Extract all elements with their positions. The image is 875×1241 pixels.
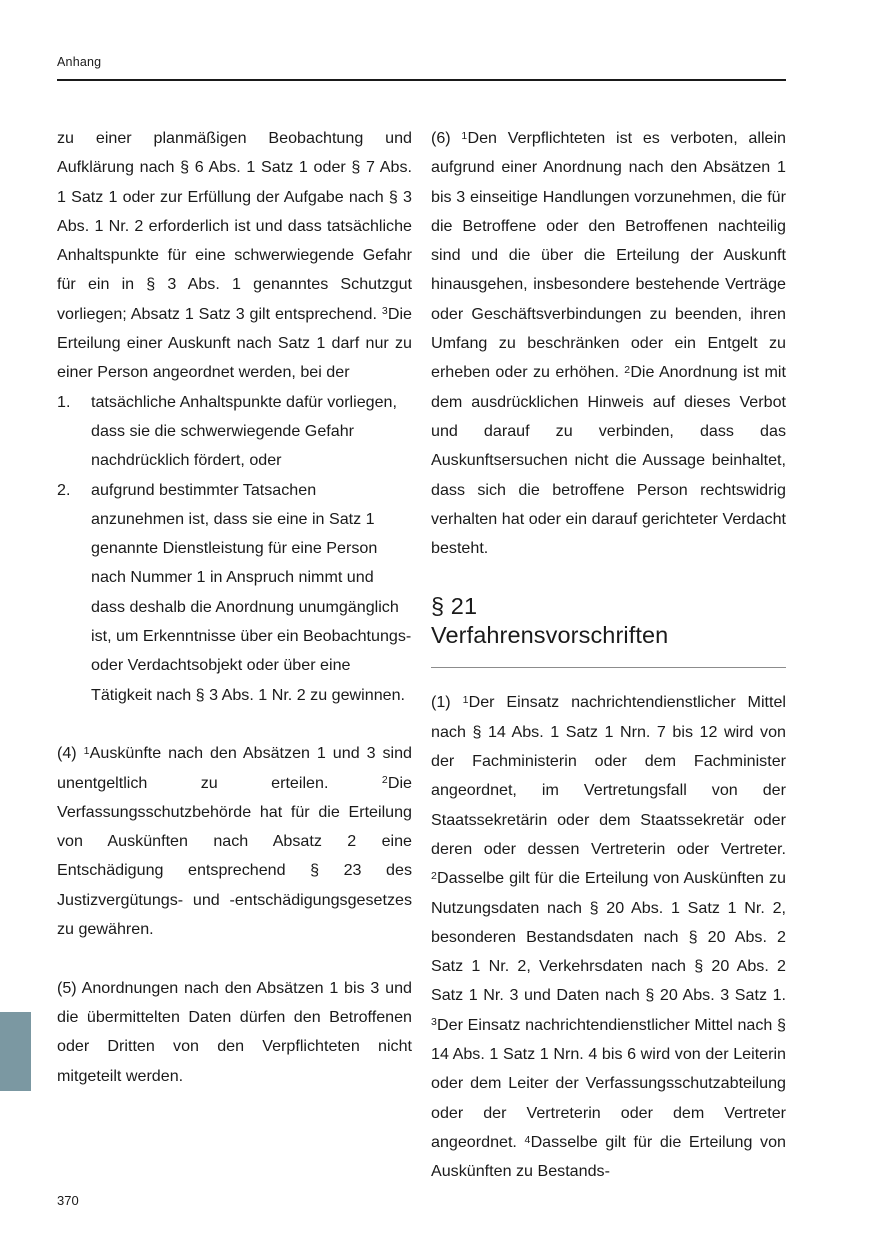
paragraph-1-segment-1: Der Einsatz nachrichtendienstlicher Mittel nach § 14 Abs. 1 Satz 1 Nrn. 7 bis 12 wird von der Fachministerin oder dem Fachminister angeordnet, im Vertretungsfall von der Staatssekretärin oder dem Staatssekretär oder deren oder dessen Vertreterin oder Vertreter. <box>431 693 787 858</box>
left-column <box>57 124 412 1091</box>
running-head-label: Anhang <box>57 55 102 69</box>
paragraph-6-segment-2: Die Anordnung ist mit dem ausdrücklichen Hinweis auf dieses Verbot und darauf zu verbinden, dass das Auskunftsersuchen nicht die Aussage beinhaltet, dass sich die betroffene Person rechtswidrig verhalten hat oder ein darauf gerichteter Verdacht besteht. <box>431 363 786 558</box>
paragraph-6-marker: (6) <box>431 129 462 147</box>
sentence-number-superscript: 3 <box>381 305 388 318</box>
paragraph-5 <box>57 974 412 1091</box>
numbered-list <box>57 388 412 710</box>
paragraph-1-segment-2: Dasselbe gilt für die Erteilung von Auskünften zu Nutzungsdaten nach § 20 Abs. 1 Satz 1 Nr. 2, besonderen Bestandsdaten nach § 20 Abs. 2 Satz 1 Nr. 2, Verkehrsdaten nach § 20 Abs. 2 Satz 1 Nr. 3 und Daten nach § 20 Abs. 3 Satz 1. <box>431 869 786 1005</box>
list-item-text: tatsächliche Anhaltspunkte dafür vorliegen, dass sie die schwerwiegende Gefahr nachdrücklich fördert, oder <box>91 392 397 470</box>
paragraph-1 <box>431 688 786 1186</box>
paragraph-6 <box>431 124 786 563</box>
list-item-number: 2. <box>57 480 71 499</box>
sentence-number-superscript: 2 <box>624 363 631 376</box>
sentence-number-superscript: 4 <box>524 1133 531 1146</box>
sentence-number-superscript: 3 <box>431 1016 437 1029</box>
paragraph-1-segment-4: Dasselbe gilt für die Erteilung von Auskünften zu Bestands- <box>431 1132 787 1181</box>
running-head <box>57 54 786 70</box>
right-column <box>431 124 786 1187</box>
continued-paragraph <box>57 124 412 388</box>
list-item-number: 1. <box>57 392 71 411</box>
list-item <box>57 388 412 476</box>
thumb-index-tab <box>0 1012 31 1091</box>
list-item-text: aufgrund bestimmter Tatsachen anzunehmen ist, dass sie eine in Satz 1 genannte Dienstleistung für eine Person nach Nummer 1 in Anspruch nimmt und dass deshalb die Anordnung unumgänglich ist, um Erkenntnisse über ein Beobachtungs- oder Verdachtsobjekt oder über eine Tätigkeit nach § 3 Abs. 1 Nr. 2 zu gewinnen. <box>91 480 412 704</box>
paragraph-5-marker: (5) <box>57 978 82 997</box>
continued-text-before: zu einer planmäßigen Beobachtung und Aufklärung nach § 6 Abs. 1 Satz 1 oder § 7 Abs. 1 Satz 1 oder zur Erfüllung der Aufgabe nach § 3 Abs. 1 Nr. 2 erforderlich ist und dass tatsächliche Anhaltspunkte für eine schwerwiegende Gefahr für ein in § 3 Abs. 1 genanntes Schutzgut vorliegen; Absatz 1 Satz 3 gilt entsprechend. <box>57 129 412 323</box>
two-column-text-body <box>57 124 787 1181</box>
paragraph-1-marker: (1) <box>431 693 463 712</box>
sentence-number-superscript: 1 <box>462 694 469 707</box>
continued-text-after: Die Erteilung einer Auskunft nach Satz 1 darf nur zu einer Person angeordnet werden, bei der <box>57 304 412 382</box>
paragraph-5-text: Anordnungen nach den Absätzen 1 bis 3 und die übermittelten Daten dürfen den Betroffenen oder Dritten von den Verpflichteten nicht mitgeteilt werden. <box>57 978 412 1085</box>
section-number: § 21 <box>431 593 478 620</box>
paragraph-4-marker: (4) <box>57 744 84 763</box>
paragraph-6-segment-1: Den Verpflichteten ist es verboten, allein aufgrund einer Anordnung nach den Absätzen 1 bis 3 einseitige Handlungen vorzunehmen, die für die Betroffene oder den Betroffenen nachteilig sind und die über die Erteilung der Auskunft hinausgehen, insbesondere bestehende Verträge oder Geschäftsverbindungen zu beenden, ihren Umfang zu beschränken oder ein Entgelt zu erheben oder zu erhöhen. <box>431 129 786 382</box>
section-title: Verfahrensvorschriften <box>431 622 669 649</box>
section-heading <box>431 592 786 650</box>
paragraph-4-segment-1: Auskünfte nach den Absätzen 1 und 3 sind unentgeltlich zu erteilen. <box>57 744 412 792</box>
list-item <box>57 476 412 710</box>
paragraph-4-segment-2: Die Verfassungsschutzbehörde hat für die Erteilung von Auskünften nach Absatz 2 eine Entschädigung entsprechend § 23 des Justizvergütungs- und -entschädigungsgesetzes zu gewähren. <box>57 773 412 939</box>
page-number: 370 <box>57 1193 79 1208</box>
header-rule <box>57 79 786 81</box>
paragraph-4 <box>57 739 412 944</box>
section-heading-rule <box>431 667 786 668</box>
sentence-number-superscript: 2 <box>431 869 437 882</box>
paragraph-1-segment-3: Der Einsatz nachrichtendienstlicher Mittel nach § 14 Abs. 1 Satz 1 Nrn. 4 bis 6 wird von der Leiterin oder dem Leiter der Verfassungsschutzabteilung oder der Vertreterin oder dem Vertreter angeordnet. <box>431 1015 786 1151</box>
sentence-number-superscript: 2 <box>381 774 388 787</box>
sentence-number-superscript: 1 <box>461 129 468 142</box>
sentence-number-superscript: 1 <box>83 744 90 757</box>
